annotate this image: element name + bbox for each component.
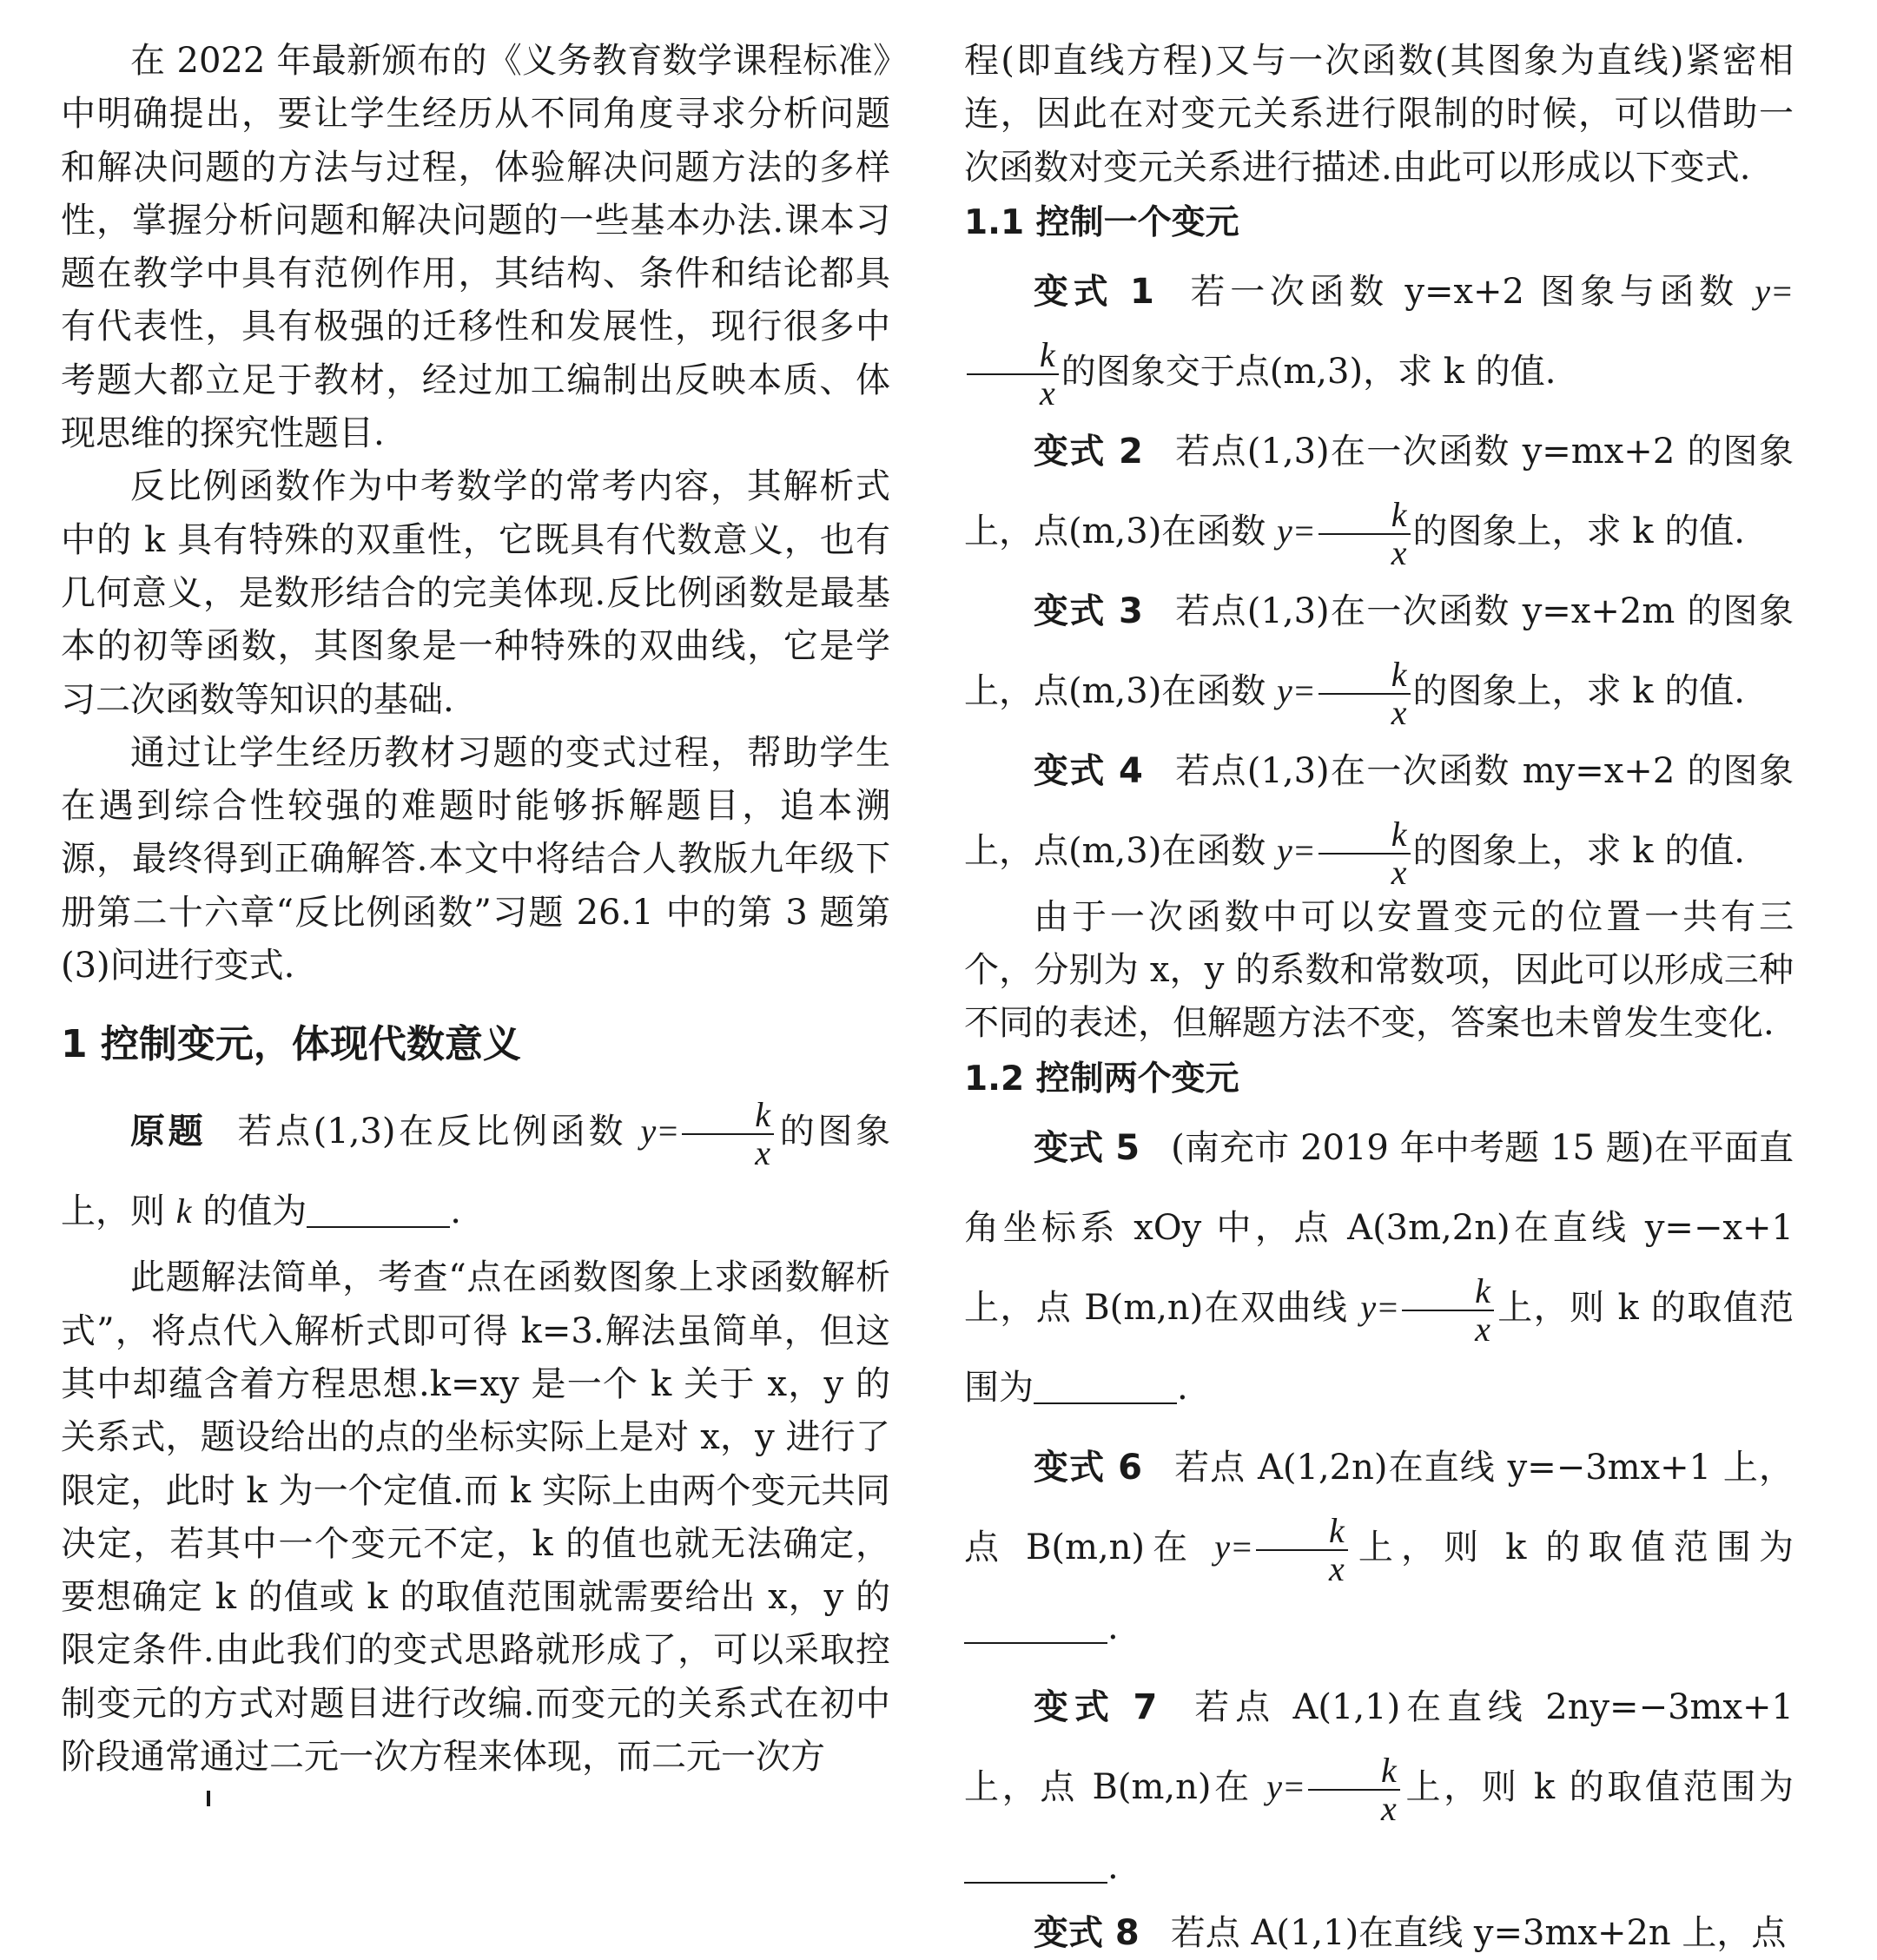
fraction-numerator: k: [1319, 816, 1411, 855]
variant-8-label: 变式 8: [1034, 1912, 1140, 1953]
subsection-heading-1-2: 1.2 控制两个变元: [964, 1059, 1239, 1099]
variant-3-text-a: 若点(1,3)在一次函数 y=x+2m 的图象上，点(m,3)在函数: [964, 591, 1794, 711]
variant-7: [964, 1667, 1794, 1907]
fraction-lhs: y=: [640, 1112, 680, 1152]
analysis-paragraph: 此题解法简单，考查“点在函数图象上求函数解析式”，将点代入解析式即可得 k=3.解法虽简单，但这其中却蕴含着方程思想.k=xy 是一个 k 关于 x，y 的关系式，题设给出的点的坐标实际上是对 x，y 进行了限定，此时 k 为一个定值.而 k 实际上由两个变元共同决定，若其中一个变元不定，k 的值也就无法确定，要想确定 k 的值或 k 的取值范围就需要给出 x，y 的限定条件.由此我们的变式思路就形成了，可以采取控制变元的方式对题目进行改编.而变元的关系式在初中阶段通常通过二元一次方程来体现，而二元一次方: [61, 1257, 890, 1778]
fraction-denominator: x: [755, 1133, 771, 1173]
fraction-denominator: x: [1040, 373, 1055, 412]
fraction-denominator: x: [1391, 852, 1407, 892]
fraction-denominator: x: [1391, 532, 1407, 572]
variant-4: [964, 731, 1794, 891]
fraction-k-over-x: [1319, 816, 1411, 891]
summary-paragraph: 由于一次函数中可以安置变元的位置一共有三个，分别为 x，y 的系数和常数项，因此可以形成三种不同的表述，但解题方法不变，答案也未曾发生变化.: [964, 896, 1794, 1044]
variant-1: [964, 252, 1794, 412]
answer-blank[interactable]: [307, 1191, 450, 1228]
variant-1-text-b: 的图象交于点(m,3)，求 k 的值.: [1061, 351, 1556, 392]
fraction-lhs: y=: [1277, 511, 1316, 551]
variant-2-label: 变式 2: [1034, 431, 1143, 472]
fraction-numerator: k: [682, 1097, 774, 1135]
fraction-numerator: k: [1256, 1513, 1348, 1551]
answer-blank[interactable]: [1034, 1368, 1177, 1404]
fraction-numerator: k: [1319, 497, 1411, 535]
variant-6: [964, 1428, 1794, 1667]
variant-5-text-b: 上，则 k 的取值范围为: [964, 1287, 1794, 1408]
fraction-denominator: x: [1391, 692, 1407, 732]
period: .: [1107, 1607, 1119, 1647]
fraction-numerator: k: [1402, 1273, 1494, 1311]
fraction-lhs: y=: [1214, 1527, 1253, 1567]
variant-3: [964, 571, 1794, 731]
variant-4-text-b: 的图象上，求 k 的值.: [1412, 830, 1745, 871]
fraction-lhs: y=: [1266, 1766, 1306, 1806]
answer-blank[interactable]: [964, 1607, 1107, 1644]
fraction-lhs: y=: [1277, 830, 1316, 870]
variant-6-text-a: 若点 A(1,2n)在直线 y=−3mx+1 上，点 B(m,n)在: [964, 1447, 1794, 1567]
period: .: [1177, 1367, 1188, 1408]
variant-4-label: 变式 4: [1034, 750, 1143, 791]
original-problem-label: 原题: [130, 1112, 207, 1152]
variant-8-text-a: 若点 A(1,1)在直线 y=3mx+2n 上，点: [1170, 1912, 1787, 1953]
fraction-k-over-x: [1256, 1510, 1348, 1588]
fraction-denominator: x: [1475, 1309, 1490, 1349]
intro-paragraph-1: 在 2022 年最新颁布的《义务教育数学课程标准》中明确提出，要让学生经历从不同角度寻求分析问题和解决问题的方法与过程，体验解决问题方法的多样性，掌握分析问题和解决问题的一些基本办法.课本习题在教学中具有范例作用，其结构、条件和结论都具有代表性，具有极强的迁移性和发展性，现行很多中考题大都立足于教材，经过加工编制出反映本质、体现思维的探究性题目.: [61, 41, 890, 454]
original-problem-text-a: 若点(1,3)在反比例函数: [237, 1112, 627, 1152]
fraction-k-over-x: [1402, 1270, 1494, 1349]
variant-7-label: 变式 7: [1034, 1686, 1158, 1727]
variant-3-label: 变式 3: [1034, 591, 1143, 631]
variant-1-text-a: 若一次函数 y=x+2 图象与函数: [1185, 271, 1739, 312]
variant-8: [964, 1907, 1794, 1960]
right-column: [964, 35, 1794, 1960]
continued-paragraph: 程(即直线方程)又与一次函数(其图象为直线)紧密相连，因此在对变元关系进行限制的时候，可以借助一次函数对变元关系进行描述.由此可以形成以下变式.: [964, 41, 1794, 188]
variant-2: [964, 412, 1794, 571]
variable-k: k: [175, 1191, 192, 1231]
variant-5-label: 变式 5: [1034, 1127, 1140, 1168]
fraction-numerator: k: [1308, 1752, 1400, 1791]
variant-6-label: 变式 6: [1034, 1447, 1142, 1488]
fraction-k-over-x: [682, 1097, 774, 1171]
fraction-k-over-x: [967, 334, 1059, 412]
fraction-k-over-x: [1319, 654, 1411, 732]
fraction-numerator: k: [967, 337, 1059, 375]
fraction-lhs: y=: [1755, 271, 1794, 311]
fraction-lhs: y=: [1277, 670, 1316, 710]
variant-7-text-b: 上，则 k 的取值范围为: [1402, 1766, 1794, 1807]
fraction-denominator: x: [1328, 1548, 1345, 1588]
variant-4-text-a: 若点(1,3)在一次函数 my=x+2 的图象上，点(m,3)在函数: [964, 750, 1794, 871]
variant-6-text-b: 上，则 k 的取值范围为: [1350, 1527, 1794, 1567]
subsection-heading-1-1: 1.1 控制一个变元: [964, 202, 1239, 242]
variant-5: [964, 1108, 1794, 1428]
intro-paragraph-2: 反比例函数作为中考数学的常考内容，其解析式中的 k 具有特殊的双重性，它既具有代数意义，也有几何意义，是数形结合的完美体现.反比例函数是最基本的初等函数，其图象是一种特殊的双曲线，它是学习二次函数等知识的基础.: [61, 466, 890, 720]
variant-2-text-b: 的图象上，求 k 的值.: [1412, 511, 1745, 551]
page-edge-mark: [207, 1791, 210, 1806]
original-problem-text-c: 的值为: [202, 1191, 307, 1232]
variant-5-text-a: (南充市 2019 年中考题 15 题)在平面直角坐标系 xOy 中，点 A(3m,2n)在直线 y=−x+1 上，点 B(m,n)在双曲线: [964, 1127, 1794, 1328]
period: .: [450, 1191, 461, 1232]
fraction-denominator: x: [1381, 1788, 1397, 1828]
period: .: [1107, 1846, 1119, 1887]
original-problem: [61, 1092, 890, 1251]
variant-2-text-a: 若点(1,3)在一次函数 y=mx+2 的图象上，点(m,3)在函数: [964, 431, 1794, 551]
variant-7-text-a: 若点 A(1,1)在直线 2ny=−3mx+1 上，点 B(m,n)在: [964, 1686, 1794, 1807]
left-column: [61, 35, 890, 1784]
intro-paragraph-3: 通过让学生经历教材习题的变式过程，帮助学生在遇到综合性较强的难题时能够拆解题目，追本溯源，最终得到正确解答.本文中将结合人教版九年级下册第二十六章“反比例函数”习题 26.1 中的第 3 题第(3)问进行变式.: [61, 732, 890, 987]
fraction-k-over-x: [1319, 494, 1411, 572]
variant-1-label: 变式 1: [1034, 271, 1154, 312]
fraction-lhs: y=: [1360, 1287, 1400, 1327]
fraction-k-over-x: [1308, 1752, 1400, 1827]
answer-blank[interactable]: [964, 1847, 1107, 1884]
section-heading-1: 1 控制变元，体现代数意义: [61, 1022, 521, 1067]
original-problem-text-b: 的图象上，则: [61, 1112, 891, 1232]
fraction-numerator: k: [1319, 657, 1411, 695]
variant-3-text-b: 的图象上，求 k 的值.: [1412, 670, 1745, 711]
